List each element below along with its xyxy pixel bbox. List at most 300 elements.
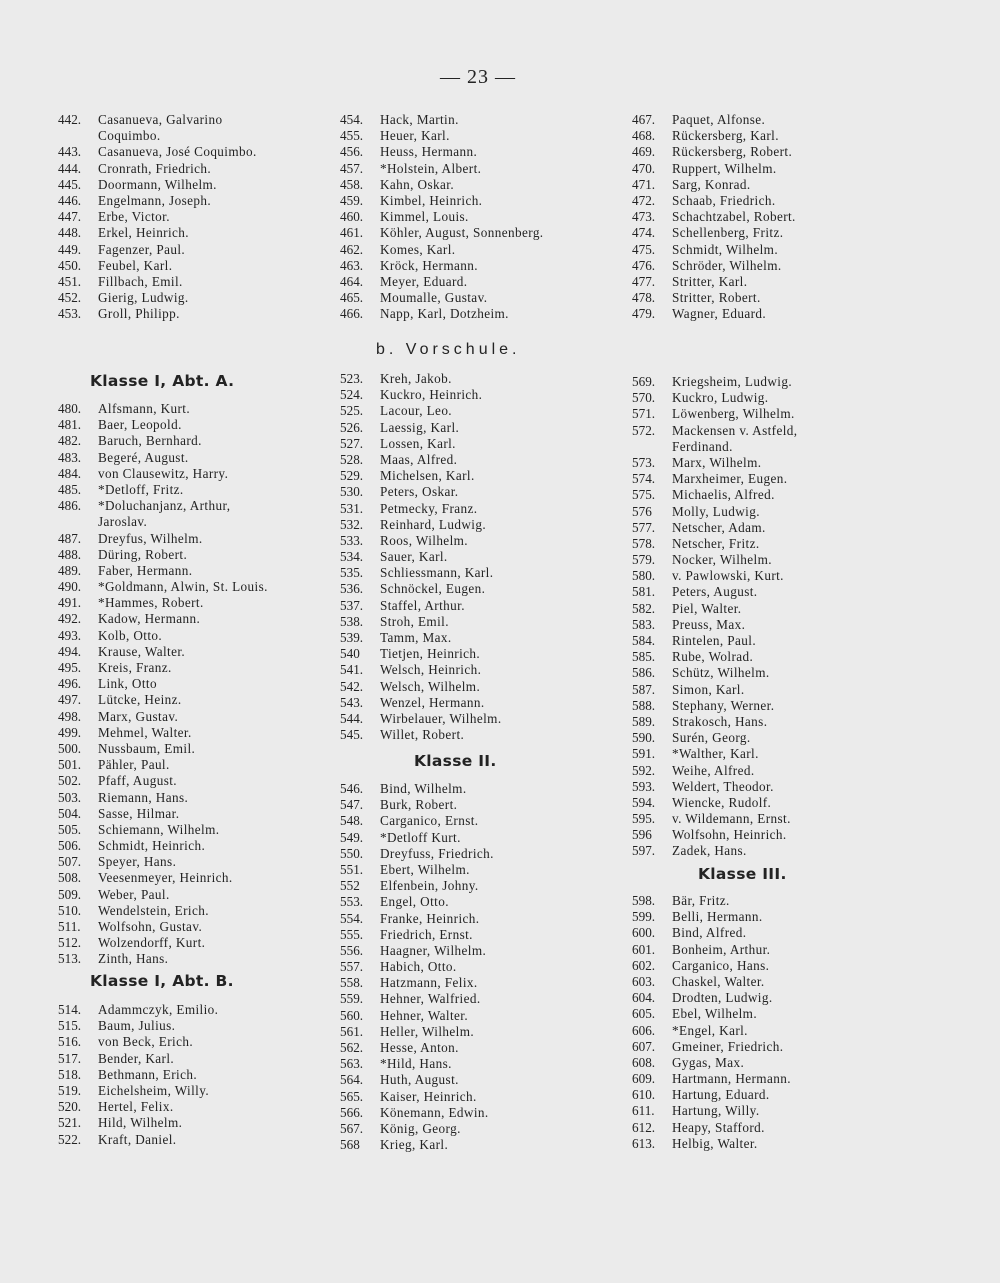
entry-number: 595.	[632, 811, 656, 827]
entry-number: 519.	[58, 1082, 82, 1098]
entry-number: 473.	[632, 209, 656, 225]
list-item	[340, 387, 625, 403]
entry-name: Schellenberg, Fritz.	[672, 225, 784, 241]
entry-name: Peters, August.	[672, 584, 758, 600]
list-item	[340, 225, 625, 241]
list-item	[632, 893, 962, 909]
entry-number: 470.	[632, 160, 656, 176]
entry-number: 461.	[340, 225, 364, 241]
list-item	[58, 193, 318, 209]
entry-number: 505.	[58, 821, 82, 837]
entry-number: 443.	[58, 144, 82, 160]
list-item	[632, 1136, 962, 1152]
list-item	[58, 401, 318, 417]
entry-name: Heapy, Stafford.	[672, 1119, 765, 1135]
entry-name: Löwenberg, Wilhelm.	[672, 406, 795, 422]
entry-number: 454.	[340, 112, 364, 127]
list-item	[340, 517, 625, 533]
entry-name: Moumalle, Gustav.	[380, 290, 488, 306]
list-item	[58, 498, 318, 514]
list-item	[340, 1072, 625, 1088]
list-item	[58, 112, 318, 128]
entry-number: 521.	[58, 1115, 82, 1131]
list-item	[58, 854, 318, 870]
entry-number: 542.	[340, 678, 364, 694]
list-item	[58, 1051, 318, 1067]
entry-name: Kröck, Hermann.	[380, 257, 478, 273]
entry-name: Hild, Wilhelm.	[98, 1115, 183, 1131]
list-item	[58, 258, 318, 274]
list-item	[58, 177, 318, 193]
entry-name: Willet, Robert.	[380, 727, 465, 743]
list-block	[58, 401, 318, 968]
list-item	[632, 633, 962, 649]
entry-name: Nocker, Wilhelm.	[672, 552, 772, 568]
entry-number: 609.	[632, 1071, 656, 1087]
list-block	[632, 374, 962, 860]
entry-name: Casanueva, Galvarino	[98, 112, 223, 127]
list-item	[340, 144, 625, 160]
entry-name: Cronrath, Friedrich.	[98, 160, 212, 176]
entry-name: Haagner, Wilhelm.	[380, 942, 487, 958]
entry-number: 602.	[632, 957, 656, 973]
list-item	[340, 1089, 625, 1105]
list-item	[58, 838, 318, 854]
entry-number: 553.	[340, 894, 364, 910]
entry-name: Hertel, Felix.	[98, 1099, 174, 1115]
entry-name: Zadek, Hans.	[672, 843, 747, 859]
entry-number: 507.	[58, 854, 82, 870]
list-item	[58, 1034, 318, 1050]
section-heading: Klasse II.	[414, 752, 497, 770]
entry-number: 488.	[58, 546, 82, 562]
list-item	[340, 695, 625, 711]
entry-number: 533.	[340, 532, 364, 548]
entry-name: Dreyfuss, Friedrich.	[380, 845, 494, 861]
entry-name: Roos, Wilhelm.	[380, 532, 468, 548]
entry-name: Franke, Heinrich.	[380, 910, 480, 926]
list-item	[632, 698, 962, 714]
entry-number: 444.	[58, 160, 82, 176]
list-item	[340, 598, 625, 614]
entry-name: Erbe, Victor.	[98, 209, 170, 225]
list-item	[340, 975, 625, 991]
entry-number: 591.	[632, 746, 656, 762]
entry-name: Ferdinand.	[672, 438, 733, 454]
entry-number: 448.	[58, 225, 82, 241]
entry-number: 575.	[632, 487, 656, 503]
list-item	[340, 581, 625, 597]
list-item	[632, 1039, 962, 1055]
list-item	[58, 919, 318, 935]
list-item	[632, 1103, 962, 1119]
entry-name: Peters, Oskar.	[380, 484, 459, 500]
entry-name: Elfenbein, Johny.	[380, 878, 479, 894]
entry-number: 518.	[58, 1066, 82, 1082]
entry-name: *Detloff, Fritz.	[98, 481, 184, 497]
entry-name: König, Georg.	[380, 1120, 461, 1136]
list-item	[58, 547, 318, 563]
list-item	[58, 660, 318, 676]
list-item	[632, 1120, 962, 1136]
list-item	[58, 1083, 318, 1099]
list-item	[340, 128, 625, 144]
entry-number: 535.	[340, 565, 364, 581]
list-item	[340, 630, 625, 646]
entry-number: 563.	[340, 1056, 364, 1072]
entry-name: Bind, Wilhelm.	[380, 781, 467, 796]
entry-name: Rückersberg, Karl.	[672, 128, 779, 144]
list-item	[58, 611, 318, 627]
entry-number: 532.	[340, 516, 364, 532]
entry-name: Wolfsohn, Heinrich.	[672, 827, 787, 843]
list-item	[632, 1023, 962, 1039]
entry-number: 547.	[340, 797, 364, 813]
entry-number: 465.	[340, 290, 364, 306]
list-block	[340, 371, 625, 743]
entry-number: 531.	[340, 500, 364, 516]
entry-name: Welsch, Heinrich.	[380, 662, 482, 678]
entry-number: 528.	[340, 451, 364, 467]
list-item	[58, 531, 318, 547]
entry-name: Schachtzabel, Robert.	[672, 209, 796, 225]
entry-name: Ruppert, Wilhelm.	[672, 160, 777, 176]
entry-number: 544.	[340, 710, 364, 726]
entry-number: 564.	[340, 1072, 364, 1088]
list-item	[58, 1018, 318, 1034]
entry-number: 583.	[632, 616, 656, 632]
list-item	[632, 925, 962, 941]
list-item	[340, 679, 625, 695]
entry-number: 593.	[632, 778, 656, 794]
entry-name: Wolzendorff, Kurt.	[98, 935, 206, 951]
list-block	[632, 112, 962, 322]
entry-name: Engel, Otto.	[380, 894, 449, 910]
entry-number: 455.	[340, 128, 364, 144]
list-item	[58, 417, 318, 433]
list-item	[632, 746, 962, 762]
entry-number: 572.	[632, 422, 656, 438]
entry-number: 561.	[340, 1023, 364, 1039]
list-item	[632, 909, 962, 925]
list-item	[340, 813, 625, 829]
entry-name: Ebel, Wilhelm.	[672, 1006, 758, 1022]
entry-number: 445.	[58, 176, 82, 192]
entry-number: 576	[632, 503, 652, 519]
list-item	[58, 741, 318, 757]
entry-number: 487.	[58, 530, 82, 546]
list-item	[58, 628, 318, 644]
list-item	[340, 797, 625, 813]
entry-name: Engelmann, Joseph.	[98, 192, 212, 208]
entry-name: Gmeiner, Friedrich.	[672, 1038, 784, 1054]
entry-name: Heller, Wilhelm.	[380, 1023, 475, 1039]
list-item	[632, 942, 962, 958]
list-item	[340, 727, 625, 743]
entry-number: 511.	[58, 919, 81, 934]
entry-name: Köhler, August, Sonnenberg.	[380, 225, 544, 241]
list-item	[340, 1040, 625, 1056]
entry-number: 456.	[340, 144, 364, 160]
entry-name: Maas, Alfred.	[380, 451, 458, 467]
entry-number: 500.	[58, 740, 82, 756]
section-heading: b. Vorschule.	[376, 341, 521, 358]
list-item	[340, 646, 625, 662]
entry-name: Heuer, Karl.	[380, 128, 450, 144]
entry-name: Hehner, Walter.	[380, 1007, 469, 1023]
entry-name: v. Wildemann, Ernst.	[672, 811, 791, 827]
list-item	[632, 406, 962, 422]
entry-number: 612.	[632, 1119, 656, 1135]
entry-name: Sasse, Hilmar.	[98, 805, 180, 821]
list-item	[340, 501, 625, 517]
section-heading: Klasse I, Abt. B.	[90, 972, 234, 990]
list-item	[632, 617, 962, 633]
entry-name: Drodten, Ludwig.	[672, 990, 773, 1006]
entry-name: Helbig, Walter.	[672, 1135, 758, 1151]
entry-name: Tietjen, Heinrich.	[380, 646, 481, 662]
entry-number: 459.	[340, 192, 364, 208]
entry-name: Simon, Karl.	[672, 681, 745, 697]
list-item	[340, 1121, 625, 1137]
list-item	[632, 225, 962, 241]
entry-name: Rintelen, Paul.	[672, 633, 757, 648]
entry-name: Lossen, Karl.	[380, 435, 456, 451]
entry-name: Kuckro, Ludwig.	[672, 390, 769, 406]
list-item	[632, 1055, 962, 1071]
entry-name: Bind, Alfred.	[672, 925, 747, 941]
list-item	[58, 433, 318, 449]
entry-name: Hack, Martin.	[380, 112, 459, 127]
entry-name: Weber, Paul.	[98, 886, 170, 902]
entry-number: 546.	[340, 781, 364, 796]
list-item	[58, 161, 318, 177]
entry-name: Schmidt, Heinrich.	[98, 838, 206, 854]
list-item	[58, 1099, 318, 1115]
entry-name: Kadow, Hermann.	[98, 611, 201, 627]
entry-number: 469.	[632, 144, 656, 160]
entry-number: 477.	[632, 273, 656, 289]
list-item	[632, 1006, 962, 1022]
list-item	[58, 806, 318, 822]
section-heading: Klasse III.	[698, 865, 787, 883]
list-item	[632, 1087, 962, 1103]
entry-number: 527.	[340, 435, 364, 451]
list-item	[340, 662, 625, 678]
list-item	[632, 439, 962, 455]
entry-name: Fagenzer, Paul.	[98, 241, 186, 257]
entry-name: *Walther, Karl.	[672, 746, 759, 762]
entry-number: 452.	[58, 290, 82, 306]
list-item	[632, 730, 962, 746]
list-item	[340, 894, 625, 910]
entry-number: 523.	[340, 371, 364, 386]
entry-number: 464.	[340, 273, 364, 289]
entry-name: *Hammes, Robert.	[98, 595, 204, 611]
entry-name: Kriegsheim, Ludwig.	[672, 374, 793, 389]
entry-name: *Holstein, Albert.	[380, 160, 482, 176]
list-item	[340, 468, 625, 484]
entry-name: von Clausewitz, Harry.	[98, 465, 229, 481]
entry-number: 481.	[58, 417, 82, 433]
list-item	[58, 579, 318, 595]
entry-number: 447.	[58, 209, 82, 225]
entry-number: 463.	[340, 257, 364, 273]
entry-name: Napp, Karl, Dotzheim.	[380, 306, 509, 322]
entry-name: *Hild, Hans.	[380, 1056, 452, 1072]
entry-number: 453.	[58, 306, 82, 322]
list-item	[58, 903, 318, 919]
list-item	[632, 161, 962, 177]
entry-name: *Doluchanjanz, Arthur,	[98, 498, 231, 514]
entry-number: 503.	[58, 789, 82, 805]
list-item	[340, 846, 625, 862]
entry-number: 483.	[58, 449, 82, 465]
entry-number: 577.	[632, 519, 656, 535]
list-item	[58, 887, 318, 903]
list-item	[340, 161, 625, 177]
list-item	[632, 128, 962, 144]
entry-number: 491.	[58, 595, 82, 611]
entry-name: Marx, Gustav.	[98, 708, 179, 724]
entry-name: Stephany, Werner.	[672, 697, 775, 713]
entry-name: Pfaff, August.	[98, 773, 177, 789]
entry-name: Burk, Robert.	[380, 797, 458, 813]
list-item	[632, 455, 962, 471]
entry-name: Tamm, Max.	[380, 630, 452, 645]
entry-name: Alfsmann, Kurt.	[98, 401, 191, 416]
list-item	[58, 563, 318, 579]
entry-name: Schmidt, Wilhelm.	[672, 241, 779, 257]
list-item	[340, 177, 625, 193]
entry-number: 449.	[58, 241, 82, 257]
list-block	[58, 112, 318, 322]
entry-number: 482.	[58, 433, 82, 449]
list-item	[58, 225, 318, 241]
entry-number: 475.	[632, 241, 656, 257]
entry-name: Schütz, Wilhelm.	[672, 665, 770, 681]
list-item	[340, 193, 625, 209]
entry-name: Friedrich, Ernst.	[380, 926, 473, 942]
entry-name: Stritter, Robert.	[672, 290, 761, 306]
entry-name: Fillbach, Emil.	[98, 273, 183, 289]
list-item	[340, 306, 625, 322]
entry-number: 565.	[340, 1088, 364, 1104]
entry-name: Wagner, Eduard.	[672, 306, 767, 322]
entry-number: 594.	[632, 794, 656, 810]
list-item	[632, 601, 962, 617]
entry-name: Hatzmann, Felix.	[380, 975, 478, 991]
entry-number: 567.	[340, 1120, 364, 1136]
entry-name: Reinhard, Ludwig.	[380, 516, 487, 532]
list-item	[340, 1008, 625, 1024]
list-item	[58, 144, 318, 160]
entry-number: 489.	[58, 562, 82, 578]
entry-number: 476.	[632, 257, 656, 273]
entry-name: Groll, Philipp.	[98, 306, 180, 322]
list-item	[340, 565, 625, 581]
list-item	[340, 830, 625, 846]
entry-number: 551.	[340, 861, 364, 877]
list-item	[58, 1067, 318, 1083]
list-item	[340, 991, 625, 1007]
entry-name: Zinth, Hans.	[98, 951, 169, 967]
entry-name: Kuckro, Heinrich.	[380, 387, 483, 403]
entry-name: *Detloff Kurt.	[380, 829, 461, 845]
entry-number: 467.	[632, 112, 656, 127]
entry-name: Komes, Karl.	[380, 241, 456, 257]
list-item	[58, 935, 318, 951]
entry-name: Heuss, Hermann.	[380, 144, 478, 160]
entry-number: 559.	[340, 991, 364, 1007]
entry-name: Casanueva, José Coquimbo.	[98, 144, 257, 160]
list-item	[632, 536, 962, 552]
entry-number: 608.	[632, 1054, 656, 1070]
entry-number: 545.	[340, 727, 364, 743]
entry-number: 442.	[58, 112, 82, 127]
list-item	[340, 403, 625, 419]
entry-number: 598.	[632, 893, 656, 908]
entry-name: Kaiser, Heinrich.	[380, 1088, 477, 1104]
list-item	[58, 822, 318, 838]
entry-number: 468.	[632, 128, 656, 144]
entry-name: Eichelsheim, Willy.	[98, 1082, 210, 1098]
list-item	[340, 436, 625, 452]
entry-number: 524.	[340, 387, 364, 403]
entry-name: Riemann, Hans.	[98, 789, 189, 805]
entry-number: 509.	[58, 886, 82, 902]
list-item	[58, 306, 318, 322]
list-item	[632, 665, 962, 681]
list-item	[58, 951, 318, 967]
entry-name: Rube, Wolrad.	[672, 649, 754, 665]
entry-name: Gygas, Max.	[672, 1054, 745, 1070]
entry-name: Sauer, Karl.	[380, 549, 448, 565]
entry-name: Molly, Ludwig.	[672, 503, 760, 519]
list-item	[340, 242, 625, 258]
entry-name: Lütcke, Heinz.	[98, 692, 182, 708]
entry-name: Schiemann, Wilhelm.	[98, 821, 220, 837]
entry-number: 578.	[632, 535, 656, 551]
entry-number: 466.	[340, 306, 364, 322]
entry-number: 584.	[632, 633, 656, 648]
entry-number: 516.	[58, 1034, 82, 1050]
entry-name: Carganico, Hans.	[672, 957, 770, 973]
entry-name: Krieg, Karl.	[380, 1137, 449, 1153]
list-item	[58, 482, 318, 498]
list-item	[632, 779, 962, 795]
entry-number: 490.	[58, 579, 82, 595]
entry-name: Coquimbo.	[98, 128, 161, 144]
entry-number: 501.	[58, 757, 82, 773]
entry-number: 446.	[58, 192, 82, 208]
list-item	[632, 811, 962, 827]
list-item	[340, 1024, 625, 1040]
entry-number: 611.	[632, 1103, 655, 1119]
list-item	[632, 274, 962, 290]
list-item	[58, 450, 318, 466]
list-item	[632, 990, 962, 1006]
list-block	[58, 1002, 318, 1148]
entry-name: Marxheimer, Eugen.	[672, 471, 788, 487]
list-item	[340, 943, 625, 959]
entry-name: Hehner, Walfried.	[380, 991, 481, 1007]
list-item	[632, 843, 962, 859]
list-item	[340, 290, 625, 306]
entry-number: 582.	[632, 600, 656, 616]
entry-number: 538.	[340, 613, 364, 629]
entry-number: 496.	[58, 676, 82, 692]
